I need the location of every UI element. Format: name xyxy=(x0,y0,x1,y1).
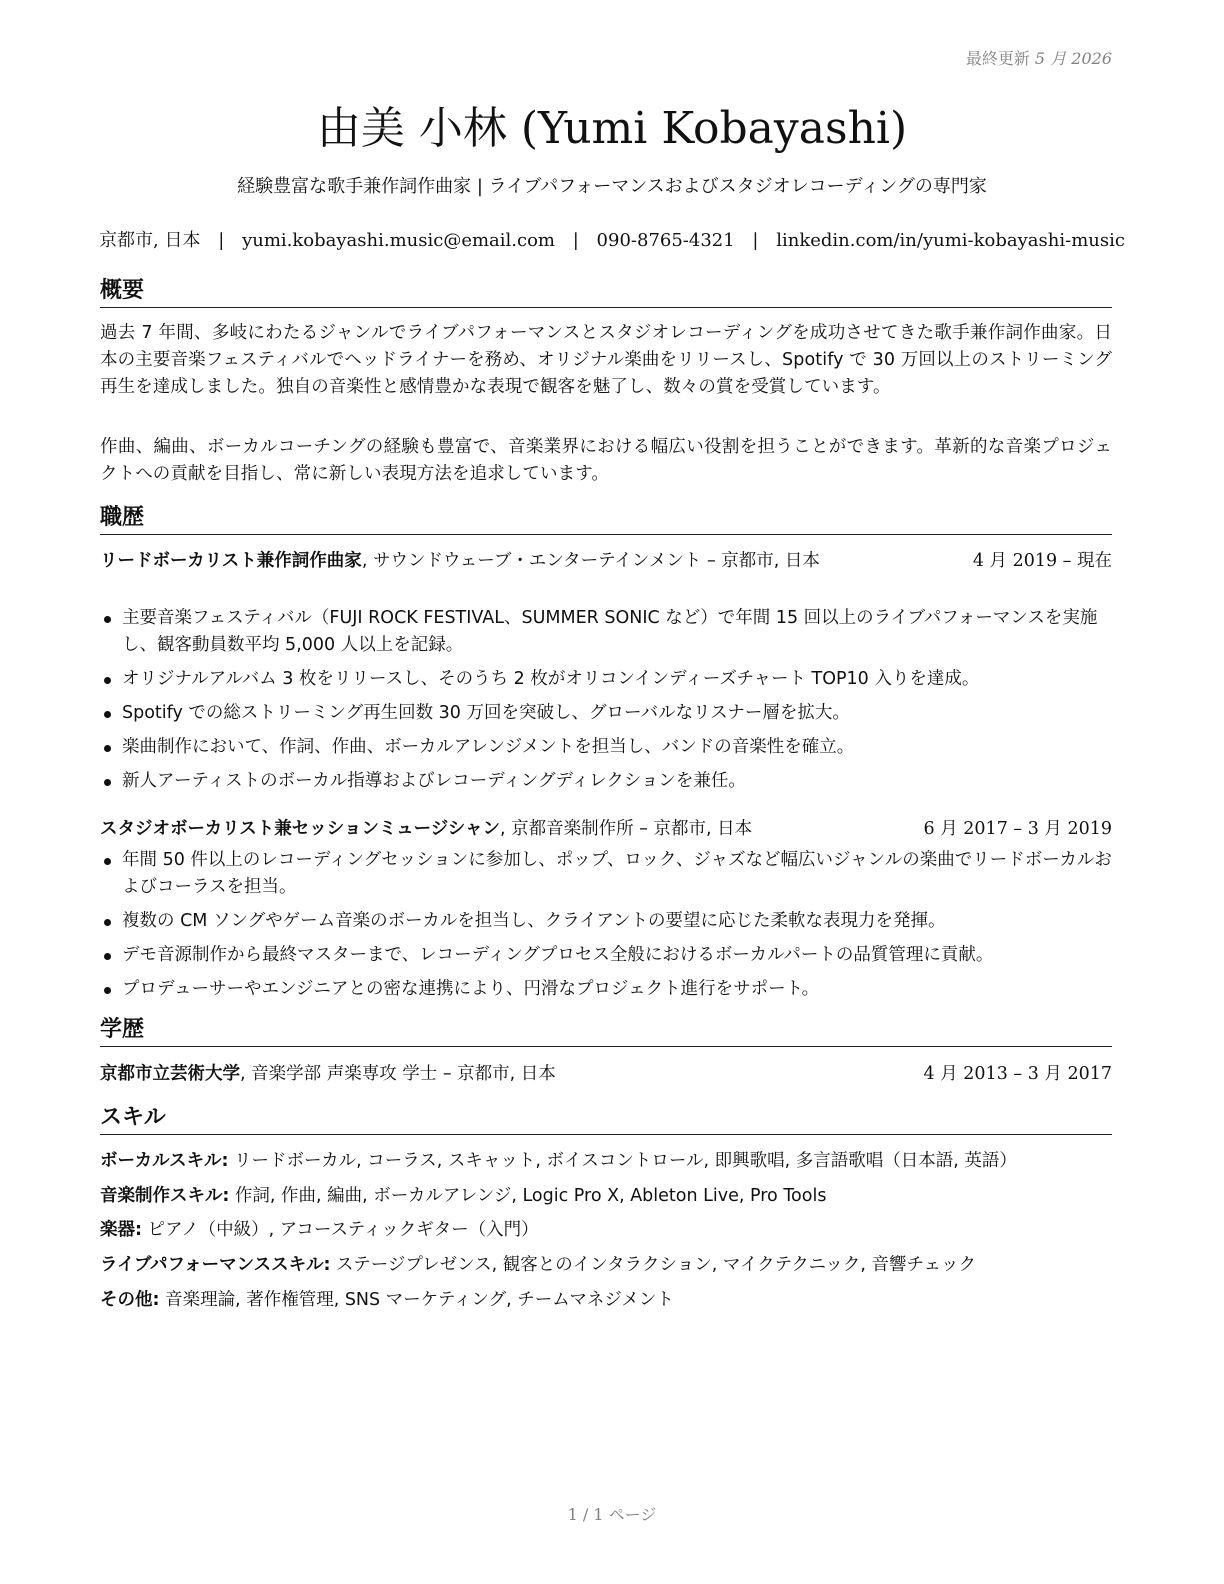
list-item: Spotify での総ストリーミング再生回数 30 万回を突破し、グローバルなリスナー層を拡大。 xyxy=(100,700,1112,727)
section-title-education: 学歴 xyxy=(100,1016,1112,1047)
skill-label: ライブパフォーマンススキル: xyxy=(100,1255,331,1275)
contact-separator: | xyxy=(572,230,579,251)
job-role: スタジオボーカリスト兼セッションミュージシャン xyxy=(100,819,500,839)
list-item: 新人アーティストのボーカル指導およびレコーディングディレクションを兼任。 xyxy=(100,768,1112,795)
skill-line xyxy=(100,1217,1112,1244)
contact-email[interactable]: yumi.kobayashi.music@email.com xyxy=(242,230,555,251)
contact-linkedin[interactable]: linkedin.com/in/yumi-kobayashi-music xyxy=(776,230,1125,251)
summary-paragraph-1: 過去 7 年間、多岐にわたるジャンルでライブパフォーマンスとスタジオレコーディングを成功させてきた歌手兼作詞作曲家。日本の主要音楽フェスティバルでヘッドライナーを務め、オリジナル楽曲をリリースし、Spotify で 30 万回以上のストリーミング再生を達成しました。独自の音楽性と感情豊かな表現で観客を魅了し、数々の賞を受賞しています。 xyxy=(100,323,1112,397)
skill-value: リードボーカル, コーラス, スキャット, ボイスコントロール, 即興歌唱, 多言語歌唱（日本語, 英語） xyxy=(228,1151,1017,1171)
list-item: デモ音源制作から最終マスターまで、レコーディングプロセス全般におけるボーカルパートの品質管理に貢献。 xyxy=(100,942,1112,969)
job-company: , サウンドウェーブ・エンターテインメント – 京都市, 日本 xyxy=(361,551,820,571)
education-entry xyxy=(100,1061,1112,1088)
skill-label: 音楽制作スキル: xyxy=(100,1186,230,1206)
education-dates: 4 月 2013 – 3 月 2017 xyxy=(923,1064,1112,1084)
section-title-summary: 概要 xyxy=(100,277,1112,308)
skill-label: 楽器: xyxy=(100,1220,142,1240)
section-title-skills: スキル xyxy=(100,1104,1112,1135)
skill-line xyxy=(100,1148,1112,1175)
skill-value: 音楽理論, 著作権管理, SNS マーケティング, チームマネジメント xyxy=(159,1290,674,1310)
candidate-name: 由美 小林 (Yumi Kobayashi) xyxy=(316,103,908,154)
skill-value: ピアノ（中級）, アコースティックギター（入門） xyxy=(142,1220,539,1240)
last-updated xyxy=(966,46,1112,69)
contact-location: 京都市, 日本 xyxy=(99,230,201,251)
education-school: 京都市立芸術大学 xyxy=(100,1064,240,1084)
list-item: オリジナルアルバム 3 枚をリリースし、そのうち 2 枚がオリコンインディーズチャート TOP10 入りを達成。 xyxy=(100,666,1112,693)
job-dates: 6 月 2017 – 3 月 2019 xyxy=(923,819,1112,839)
skill-value: ステージプレゼンス, 観客とのインタラクション, マイクテクニック, 音響チェック xyxy=(330,1255,976,1275)
list-item: 主要音楽フェスティバル（FUJI ROCK FESTIVAL、SUMMER SONIC など）で年間 15 回以上のライブパフォーマンスを実施し、観客動員数平均 5,000 人以上を記録。 xyxy=(100,605,1112,659)
tagline: 経験豊富な歌手兼作詞作曲家 | ライブパフォーマンスおよびスタジオレコーディングの専門家 xyxy=(237,176,987,197)
contact-separator: | xyxy=(752,230,759,251)
skill-label: ボーカルスキル: xyxy=(100,1151,229,1171)
list-item: 楽曲制作において、作詞、作曲、ボーカルアレンジメントを担当し、バンドの音楽性を確立。 xyxy=(100,734,1112,761)
list-item: プロデューサーやエンジニアとの密な連携により、円滑なプロジェクト進行をサポート。 xyxy=(100,976,1112,1003)
contact-line xyxy=(0,226,1224,252)
skill-line xyxy=(100,1183,1112,1210)
list-item: 複数の CM ソングやゲーム音楽のボーカルを担当し、クライアントの要望に応じた柔軟な表現力を発揮。 xyxy=(100,908,1112,935)
job-header xyxy=(100,816,1112,843)
page-indicator: 1 / 1 ページ xyxy=(567,1505,657,1524)
job-role: リードボーカリスト兼作詞作曲家 xyxy=(100,551,362,571)
section-title-experience: 職歴 xyxy=(100,504,1112,535)
education-detail: , 音楽学部 声楽専攻 学士 – 京都市, 日本 xyxy=(240,1064,556,1084)
skill-line xyxy=(100,1287,1112,1314)
skill-value: 作詞, 作曲, 編曲, ボーカルアレンジ, Logic Pro X, Ableton Live, Pro Tools xyxy=(229,1186,827,1206)
skill-label: その他: xyxy=(100,1290,160,1310)
last-updated-label: 最終更新 xyxy=(965,49,1030,68)
contact-separator: | xyxy=(218,230,225,251)
summary-paragraph-2: 作曲、編曲、ボーカルコーチングの経験も豊富で、音楽業界における幅広い役割を担うことができます。革新的な音楽プロジェクトへの貢献を目指し、常に新しい表現方法を追求しています。 xyxy=(100,437,1112,484)
job-dates: 4 月 2019 – 現在 xyxy=(972,551,1112,571)
contact-phone[interactable]: 090-8765-4321 xyxy=(596,230,735,251)
last-updated-date: 5 月 2026 xyxy=(1034,49,1112,68)
job-bullets xyxy=(100,847,1112,1010)
job-header xyxy=(100,548,1112,575)
list-item: 年間 50 件以上のレコーディングセッションに参加し、ポップ、ロック、ジャズなど幅広いジャンルの楽曲でリードボーカルおよびコーラスを担当。 xyxy=(100,847,1112,901)
skill-line xyxy=(100,1252,1112,1279)
job-bullets xyxy=(100,605,1112,802)
job-company: , 京都音楽制作所 – 京都市, 日本 xyxy=(499,819,753,839)
